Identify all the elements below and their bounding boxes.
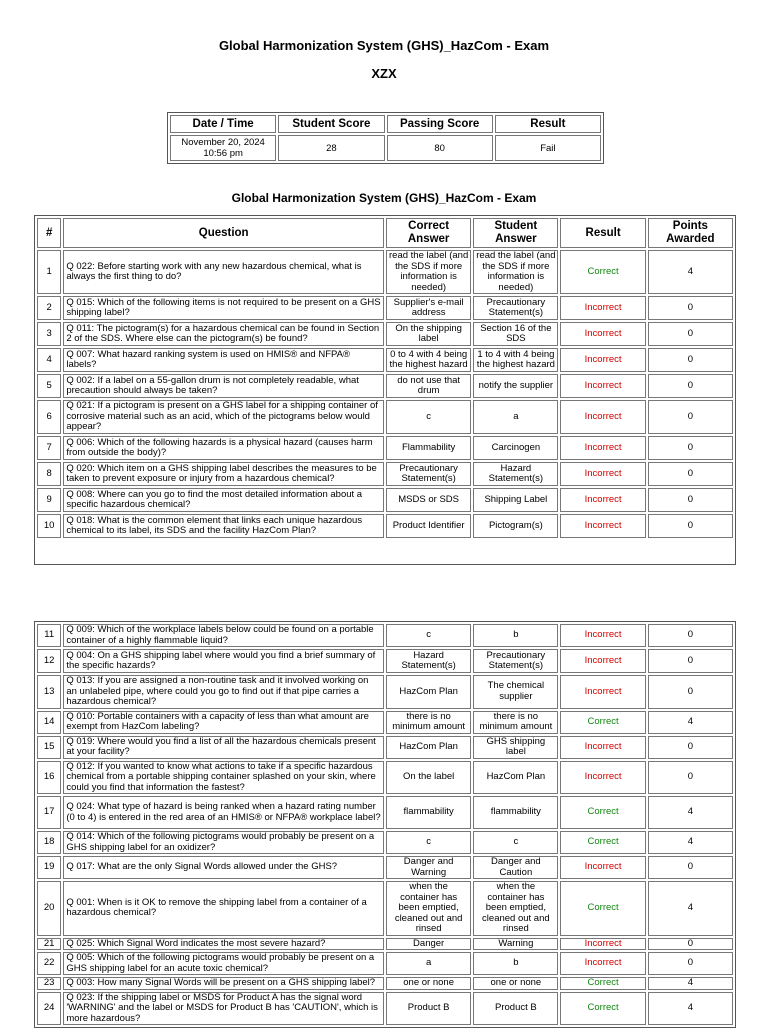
question-text: Q 013: If you are assigned a non-routine task and it involved working on an unlabeled pipe, where could you go to find out if that pipe carries a hazardous chemical? xyxy=(63,675,384,709)
question-text: Q 014: Which of the following pictograms would probably be present on a GHS shipping label for an oxidizer? xyxy=(63,831,384,854)
result: Incorrect xyxy=(560,488,645,512)
summary-result: Fail xyxy=(495,135,601,161)
correct-answer: flammability xyxy=(386,796,471,829)
col-header-number: # xyxy=(37,218,61,248)
row-number: 2 xyxy=(37,296,61,320)
correct-answer: On the shipping label xyxy=(386,322,471,346)
table-row xyxy=(37,952,733,975)
points-awarded: 4 xyxy=(648,831,733,854)
points-awarded: 0 xyxy=(648,952,733,975)
question-text: Q 007: What hazard ranking system is used on HMIS® and NFPA® labels? xyxy=(63,348,384,372)
table-row xyxy=(37,675,733,709)
points-awarded: 0 xyxy=(648,400,733,434)
result: Incorrect xyxy=(560,649,645,673)
row-number: 19 xyxy=(37,856,61,879)
result: Correct xyxy=(560,250,645,294)
table-row xyxy=(37,736,733,759)
student-answer: b xyxy=(473,952,558,975)
results-table-page-1 xyxy=(34,215,736,565)
table-row xyxy=(37,831,733,854)
question-text: Q 005: Which of the following pictograms would probably be present on a GHS shipping label for an acute toxic chemical? xyxy=(63,952,384,975)
student-name: XZX xyxy=(371,66,397,81)
table-row xyxy=(37,649,733,673)
correct-answer: c xyxy=(386,831,471,854)
result: Incorrect xyxy=(560,322,645,346)
points-awarded: 0 xyxy=(648,462,733,486)
table-spacer xyxy=(37,540,733,562)
student-answer: there is no minimum amount xyxy=(473,711,558,734)
student-answer: Hazard Statement(s) xyxy=(473,462,558,486)
student-answer: b xyxy=(473,624,558,647)
correct-answer: c xyxy=(386,400,471,434)
result: Correct xyxy=(560,881,645,936)
points-awarded: 0 xyxy=(648,624,733,647)
question-text: Q 006: Which of the following hazards is a physical hazard (causes harm from outside the body)? xyxy=(63,436,384,460)
spacer-cell xyxy=(37,540,733,562)
points-awarded: 4 xyxy=(648,250,733,294)
student-answer: when the container has been emptied, cleaned out and rinsed xyxy=(473,881,558,936)
row-number: 24 xyxy=(37,992,61,1026)
correct-answer: Flammability xyxy=(386,436,471,460)
question-text: Q 003: How many Signal Words will be present on a GHS shipping label? xyxy=(63,977,384,990)
row-number: 13 xyxy=(37,675,61,709)
row-number: 11 xyxy=(37,624,61,647)
question-text: Q 015: Which of the following items is not required to be present on a GHS shipping label? xyxy=(63,296,384,320)
row-number: 17 xyxy=(37,796,61,829)
question-text: Q 023: If the shipping label or MSDS for Product A has the signal word 'WARNING' and the label or MSDS for Product B has 'CAUTION', which is more hazardous? xyxy=(63,992,384,1026)
student-answer: one or none xyxy=(473,977,558,990)
row-number: 12 xyxy=(37,649,61,673)
row-number: 6 xyxy=(37,400,61,434)
student-answer: c xyxy=(473,831,558,854)
student-answer: Danger and Caution xyxy=(473,856,558,879)
correct-answer: Danger xyxy=(386,938,471,951)
question-text: Q 009: Which of the workplace labels below could be found on a portable container of a highly flammable liquid? xyxy=(63,624,384,647)
row-number: 18 xyxy=(37,831,61,854)
summary-header-result: Result xyxy=(495,115,601,133)
table-row xyxy=(37,400,733,434)
correct-answer: Precautionary Statement(s) xyxy=(386,462,471,486)
row-number: 8 xyxy=(37,462,61,486)
result: Incorrect xyxy=(560,296,645,320)
points-awarded: 0 xyxy=(648,322,733,346)
correct-answer: there is no minimum amount xyxy=(386,711,471,734)
summary-header-passing-score: Passing Score xyxy=(387,115,493,133)
points-awarded: 4 xyxy=(648,711,733,734)
correct-answer: a xyxy=(386,952,471,975)
table-row xyxy=(37,938,733,951)
student-answer: Carcinogen xyxy=(473,436,558,460)
result: Incorrect xyxy=(560,736,645,759)
question-text: Q 017: What are the only Signal Words allowed under the GHS? xyxy=(63,856,384,879)
points-awarded: 0 xyxy=(648,514,733,538)
row-number: 16 xyxy=(37,761,61,795)
result: Incorrect xyxy=(560,514,645,538)
row-number: 23 xyxy=(37,977,61,990)
table-row xyxy=(37,992,733,1026)
correct-answer: c xyxy=(386,624,471,647)
table-row xyxy=(37,796,733,829)
student-answer: The chemical supplier xyxy=(473,675,558,709)
correct-answer: one or none xyxy=(386,977,471,990)
result: Correct xyxy=(560,711,645,734)
summary-header-date: Date / Time xyxy=(170,115,276,133)
col-header-student-answer: Student Answer xyxy=(473,218,558,248)
correct-answer: MSDS or SDS xyxy=(386,488,471,512)
summary-table xyxy=(167,112,604,164)
correct-answer: when the container has been emptied, cleaned out and rinsed xyxy=(386,881,471,936)
summary-date-time: November 20, 2024 10:56 pm xyxy=(170,135,276,161)
row-number: 10 xyxy=(37,514,61,538)
table-row xyxy=(37,881,733,936)
table-row xyxy=(37,374,733,398)
table-row xyxy=(37,250,733,294)
student-answer: Precautionary Statement(s) xyxy=(473,296,558,320)
table-row xyxy=(37,761,733,795)
result: Incorrect xyxy=(560,938,645,951)
result: Incorrect xyxy=(560,761,645,795)
correct-answer: read the label (and the SDS if more information is needed) xyxy=(386,250,471,294)
table-row xyxy=(37,856,733,879)
col-header-correct-answer: Correct Answer xyxy=(386,218,471,248)
student-answer: read the label (and the SDS if more information is needed) xyxy=(473,250,558,294)
col-header-points: Points Awarded xyxy=(648,218,733,248)
row-number: 1 xyxy=(37,250,61,294)
results-table-page-2 xyxy=(34,621,736,1028)
question-text: Q 024: What type of hazard is being ranked when a hazard rating number (0 to 4) is entered in the red area of an HMIS® or NFPA® workplace label? xyxy=(63,796,384,829)
table-row xyxy=(37,296,733,320)
correct-answer: Hazard Statement(s) xyxy=(386,649,471,673)
correct-answer: Supplier's e-mail address xyxy=(386,296,471,320)
results-table-title: Global Harmonization System (GHS)_HazCom - Exam xyxy=(231,191,537,205)
correct-answer: On the label xyxy=(386,761,471,795)
points-awarded: 4 xyxy=(648,992,733,1026)
row-number: 20 xyxy=(37,881,61,936)
student-answer: Precautionary Statement(s) xyxy=(473,649,558,673)
table-row xyxy=(37,322,733,346)
points-awarded: 0 xyxy=(648,374,733,398)
student-answer: Warning xyxy=(473,938,558,951)
summary-student-score: 28 xyxy=(278,135,384,161)
row-number: 9 xyxy=(37,488,61,512)
result: Correct xyxy=(560,796,645,829)
correct-answer: Danger and Warning xyxy=(386,856,471,879)
table-row xyxy=(37,348,733,372)
points-awarded: 0 xyxy=(648,736,733,759)
question-text: Q 008: Where can you go to find the most detailed information about a specific hazardous chemical? xyxy=(63,488,384,512)
points-awarded: 0 xyxy=(648,675,733,709)
result: Correct xyxy=(560,831,645,854)
question-text: Q 025: Which Signal Word indicates the most severe hazard? xyxy=(63,938,384,951)
result: Incorrect xyxy=(560,462,645,486)
question-text: Q 011: The pictogram(s) for a hazardous chemical can be found in Section 2 of the SDS. Where else can the pictogram(s) be found? xyxy=(63,322,384,346)
col-header-result: Result xyxy=(560,218,645,248)
result: Correct xyxy=(560,992,645,1026)
table-row xyxy=(37,624,733,647)
correct-answer: 0 to 4 with 4 being the highest hazard xyxy=(386,348,471,372)
result: Correct xyxy=(560,977,645,990)
correct-answer: do not use that drum xyxy=(386,374,471,398)
result: Incorrect xyxy=(560,952,645,975)
row-number: 15 xyxy=(37,736,61,759)
points-awarded: 0 xyxy=(648,856,733,879)
points-awarded: 4 xyxy=(648,796,733,829)
question-text: Q 021: If a pictogram is present on a GHS label for a shipping container of corrosive material such as an acid, which of the pictograms below would appear? xyxy=(63,400,384,434)
result: Incorrect xyxy=(560,675,645,709)
student-answer: a xyxy=(473,400,558,434)
question-text: Q 022: Before starting work with any new hazardous chemical, what is always the first thing to do? xyxy=(63,250,384,294)
question-text: Q 018: What is the common element that links each unique hazardous chemical to its label, its SDS and the facility HazCom Plan? xyxy=(63,514,384,538)
question-text: Q 019: Where would you find a list of all the hazardous chemicals present at your facility? xyxy=(63,736,384,759)
question-text: Q 004: On a GHS shipping label where would you find a brief summary of the specific hazards? xyxy=(63,649,384,673)
table-row xyxy=(37,711,733,734)
col-header-question: Question xyxy=(63,218,384,248)
student-answer: Product B xyxy=(473,992,558,1026)
row-number: 14 xyxy=(37,711,61,734)
question-text: Q 002: If a label on a 55-gallon drum is not completely readable, what precaution should always be taken? xyxy=(63,374,384,398)
student-answer: Pictogram(s) xyxy=(473,514,558,538)
student-answer: Section 16 of the SDS xyxy=(473,322,558,346)
student-answer: Shipping Label xyxy=(473,488,558,512)
student-answer: flammability xyxy=(473,796,558,829)
summary-header-student-score: Student Score xyxy=(278,115,384,133)
student-answer: HazCom Plan xyxy=(473,761,558,795)
row-number: 21 xyxy=(37,938,61,951)
question-text: Q 010: Portable containers with a capacity of less than what amount are exempt from HazCom labeling? xyxy=(63,711,384,734)
correct-answer: HazCom Plan xyxy=(386,675,471,709)
points-awarded: 4 xyxy=(648,881,733,936)
correct-answer: HazCom Plan xyxy=(386,736,471,759)
question-text: Q 020: Which item on a GHS shipping label describes the measures to be taken to prevent exposure or injury from a hazardous chemical? xyxy=(63,462,384,486)
exam-title: Global Harmonization System (GHS)_HazCom - Exam xyxy=(218,38,550,53)
points-awarded: 4 xyxy=(648,977,733,990)
result: Incorrect xyxy=(560,348,645,372)
points-awarded: 0 xyxy=(648,296,733,320)
result: Incorrect xyxy=(560,374,645,398)
points-awarded: 0 xyxy=(648,488,733,512)
result: Incorrect xyxy=(560,436,645,460)
table-row xyxy=(37,977,733,990)
table-row xyxy=(37,488,733,512)
correct-answer: Product Identifier xyxy=(386,514,471,538)
points-awarded: 0 xyxy=(648,649,733,673)
student-answer: notify the supplier xyxy=(473,374,558,398)
row-number: 22 xyxy=(37,952,61,975)
result: Incorrect xyxy=(560,400,645,434)
points-awarded: 0 xyxy=(648,938,733,951)
row-number: 5 xyxy=(37,374,61,398)
student-answer: 1 to 4 with 4 being the highest hazard xyxy=(473,348,558,372)
table-row xyxy=(37,462,733,486)
row-number: 4 xyxy=(37,348,61,372)
correct-answer: Product B xyxy=(386,992,471,1026)
row-number: 3 xyxy=(37,322,61,346)
student-answer: GHS shipping label xyxy=(473,736,558,759)
result: Incorrect xyxy=(560,856,645,879)
table-row xyxy=(37,514,733,538)
row-number: 7 xyxy=(37,436,61,460)
points-awarded: 0 xyxy=(648,436,733,460)
table-row xyxy=(37,436,733,460)
points-awarded: 0 xyxy=(648,348,733,372)
points-awarded: 0 xyxy=(648,761,733,795)
summary-passing-score: 80 xyxy=(387,135,493,161)
result: Incorrect xyxy=(560,624,645,647)
question-text: Q 012: If you wanted to know what actions to take if a specific hazardous chemical from a portable shipping container splashed on your skin, where could you find that information the fastest? xyxy=(63,761,384,795)
question-text: Q 001: When is it OK to remove the shipping label from a container of a hazardous chemical? xyxy=(63,881,384,936)
